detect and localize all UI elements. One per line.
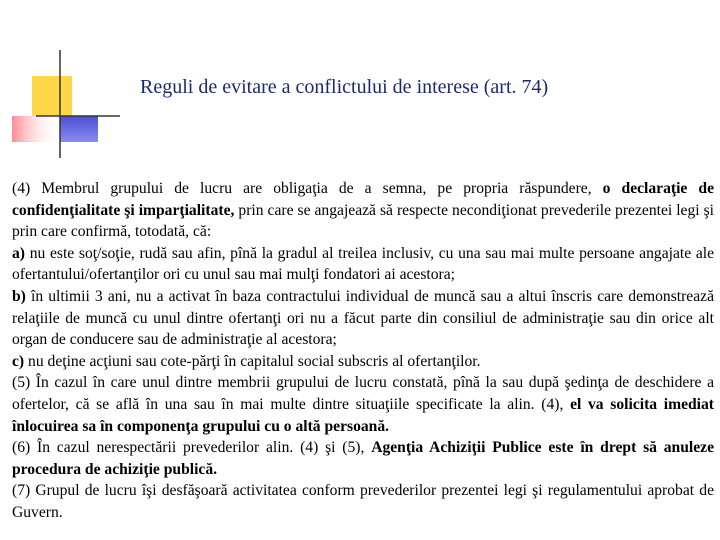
item-c-label: c) bbox=[12, 352, 25, 370]
item-b bbox=[12, 286, 714, 351]
item-c-text: nu deţine acţiuni sau cote-părţi în capitalul social subscris al ofertanţilor. bbox=[24, 352, 481, 370]
paragraph-4-bold: o declaraţie de confidenţialitate şi imparţialitate, bbox=[12, 180, 714, 219]
blue-square bbox=[60, 116, 98, 142]
paragraph-4-tail: prin care se angajează să respecte necondiţionat prevederile prezentei legi şi prin care confirmă, totodată, că: bbox=[12, 201, 714, 241]
paragraph-5-lead: (5) În cazul în care unul dintre membrii grupului de lucru constată, pînă la sau după şedinţa de deschidere a ofertelor, că se află în una sau în mai multe dintre situaţiile specificate la alin. (4), bbox=[12, 374, 714, 413]
page-title: Reguli de evitare a conflictului de interese (art. 74) bbox=[140, 76, 549, 98]
paragraph-5-bold: el va solicita imediat înlocuirea sa în componenţa grupului cu o altă persoană. bbox=[12, 395, 715, 435]
item-c bbox=[12, 351, 714, 373]
item-b-text: în ultimii 3 ani, nu a activat în baza contractului individual de muncă sau a altui înscris care demonstrează relaţiile de muncă cu unul dintre ofertanţi ori nu a făcut parte din consiliul de administraţie sau din orice alt organ de conducere sau de administraţie al acestora; bbox=[12, 287, 714, 349]
paragraph-6 bbox=[12, 437, 714, 480]
decorative-squares-icon bbox=[0, 0, 140, 170]
paragraph-4-lead: (4) Membrul grupului de lucru are obligaţia de a semna, pe propria răspundere, bbox=[12, 180, 603, 197]
item-a-text: nu este soţ/soţie, rudă sau afin, pînă la gradul al treilea inclusiv, cu una sau mai multe persoane angajate ale ofertantului/ofertanţilor ori cu unul sau mai mulţi fondatori ai acestora; bbox=[12, 244, 714, 284]
item-a-label: a) bbox=[12, 244, 25, 262]
paragraph-5 bbox=[12, 372, 714, 437]
red-square bbox=[12, 116, 60, 142]
paragraph-6-lead: (6) În cazul nerespectării prevederilor alin. (4) şi (5), bbox=[12, 439, 372, 457]
paragraph-7 bbox=[12, 480, 714, 523]
paragraph-7-text: (7) Grupul de lucru îşi desfăşoară activitatea conform prevederilor prezentei legi şi regulamentului aprobat de Guvern. bbox=[12, 482, 714, 521]
yellow-square bbox=[32, 76, 72, 116]
paragraph-6-bold: Agenţia Achiziţii Publice este în drept să anuleze procedura de achiziţie publică. bbox=[12, 439, 714, 478]
paragraph-4 bbox=[12, 178, 714, 243]
document-body bbox=[12, 178, 714, 524]
item-b-label: b) bbox=[12, 287, 26, 305]
item-a bbox=[12, 243, 714, 286]
